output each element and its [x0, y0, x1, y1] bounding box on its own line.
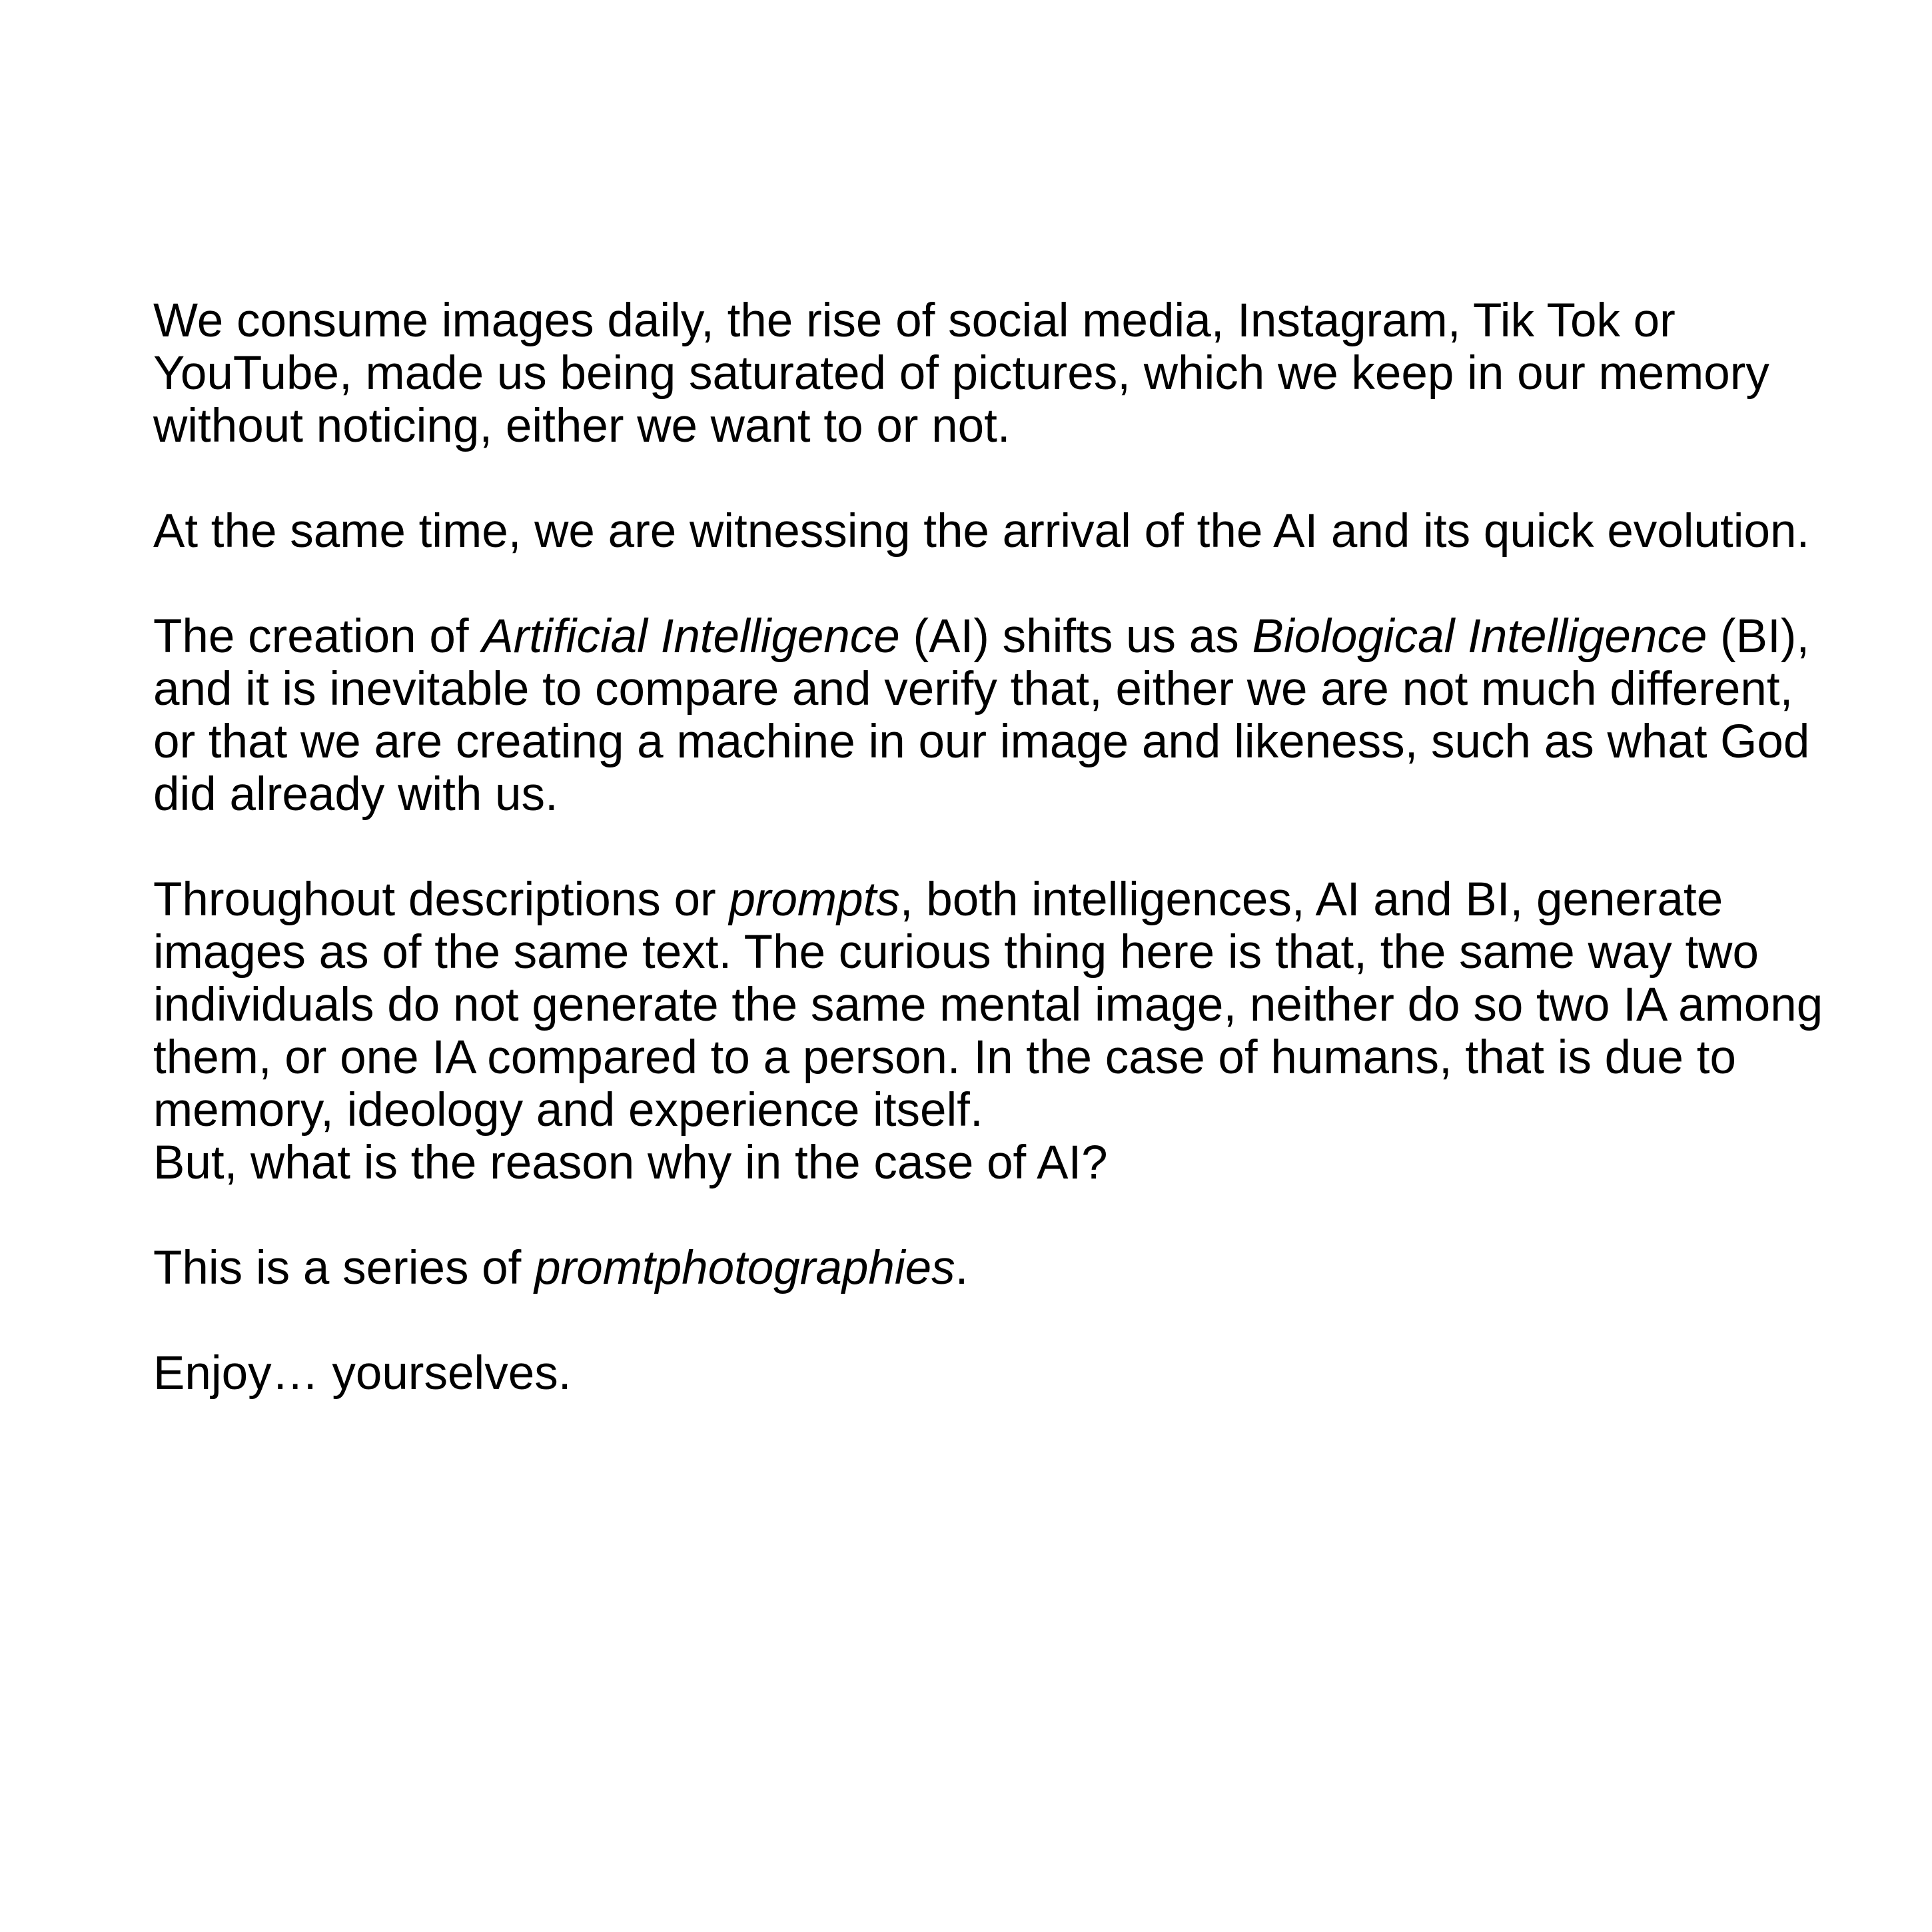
text-segment: At the same time, we are witnessing the arrival of the AI and its quick evolution.	[153, 505, 1810, 558]
text-line	[153, 663, 1899, 716]
text-line	[153, 1084, 1899, 1137]
text-segment: images as of the same text. The curious thing here is that, the same way two	[153, 926, 1759, 979]
text-line	[153, 768, 1899, 821]
text-line	[153, 1347, 1899, 1400]
text-line	[153, 716, 1899, 768]
text-line	[153, 1031, 1899, 1084]
text-segment: This is a series of	[153, 1242, 535, 1294]
text-segment: .	[955, 1242, 969, 1294]
paragraph-series	[153, 1242, 1899, 1294]
text-line	[153, 505, 1899, 558]
statement-text-block	[153, 294, 1899, 1452]
text-segment: and it is inevitable to compare and verify that, either we are not much different,	[153, 663, 1793, 716]
text-line	[153, 347, 1899, 400]
text-line	[153, 926, 1899, 979]
text-segment: (AI) shifts us as	[899, 610, 1252, 663]
paragraph-prompts	[153, 873, 1899, 1189]
text-line	[153, 1242, 1899, 1294]
paragraph-enjoy	[153, 1347, 1899, 1400]
text-segment: Enjoy… yourselves.	[153, 1347, 572, 1400]
text-segment: The creation of	[153, 610, 482, 663]
paragraph-consuming-images	[153, 294, 1899, 452]
text-segment: memory, ideology and experience itself.	[153, 1084, 983, 1137]
text-segment: But, what is the reason why in the case of AI?	[153, 1137, 1108, 1189]
paragraph-ai-vs-bi	[153, 610, 1899, 821]
text-segment: individuals do not generate the same mental image, neither do so two IA among	[153, 979, 1823, 1031]
text-segment: YouTube, made us being saturated of pictures, which we keep in our memory	[153, 347, 1769, 400]
text-segment: Throughout descriptions or	[153, 873, 729, 926]
text-segment: (BI),	[1707, 610, 1810, 663]
italic-text-segment: promtphotographies	[534, 1242, 955, 1294]
paragraph-ai-arrival	[153, 505, 1899, 558]
text-line	[153, 873, 1899, 926]
text-line	[153, 400, 1899, 452]
text-segment: We consume images daily, the rise of social media, Instagram, Tik Tok or	[153, 294, 1676, 347]
text-line	[153, 294, 1899, 347]
text-segment: did already with us.	[153, 768, 558, 821]
text-segment: them, or one IA compared to a person. In the case of humans, that is due to	[153, 1031, 1736, 1084]
text-segment: without noticing, either we want to or not.	[153, 400, 1011, 452]
italic-text-segment: Biological Intelligence	[1252, 610, 1707, 663]
text-line	[153, 979, 1899, 1031]
text-segment: or that we are creating a machine in our image and likeness, such as what God	[153, 716, 1810, 768]
italic-text-segment: prompts	[729, 873, 900, 926]
text-line	[153, 610, 1899, 663]
italic-text-segment: Artificial Intelligence	[482, 610, 900, 663]
text-line	[153, 1137, 1899, 1189]
text-segment: , both intelligences, AI and BI, generate	[899, 873, 1723, 926]
